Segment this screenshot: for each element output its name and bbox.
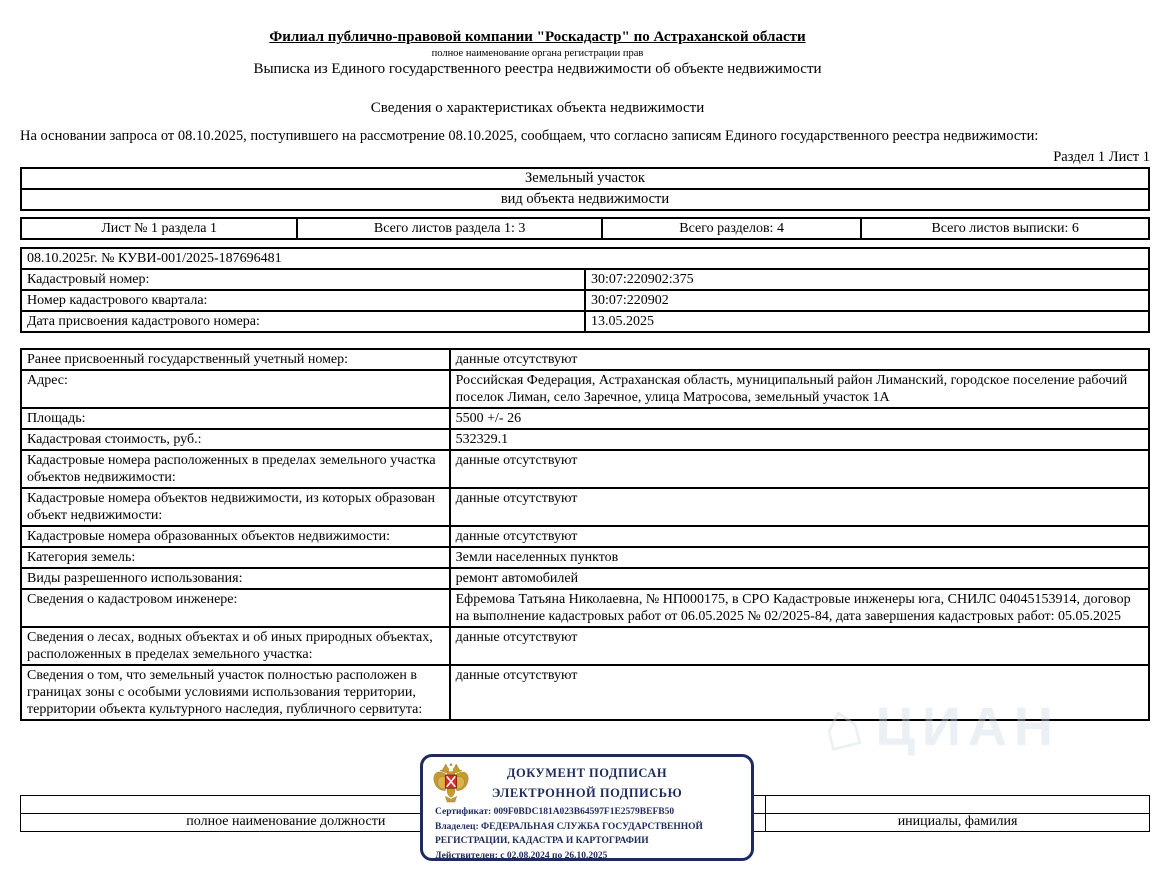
house-icon: ⌂ [813,686,870,767]
row-label: Сведения о лесах, водных объектах и об иных природных объектах, расположенных в пределах земельного участка: [21,627,450,665]
table-row [21,568,1149,589]
row-label: Сведения о кадастровом инженере: [21,589,450,627]
total-sections-cell: Всего разделов: 4 [602,218,861,239]
row-value: данные отсутствуют [450,349,1149,370]
cian-watermark: ⌂ ЦИАН [813,686,1060,767]
row-label: Адрес: [21,370,450,408]
page-marker: Раздел 1 Лист 1 [1053,149,1150,165]
total-sheets-cell: Всего листов выписки: 6 [861,218,1149,239]
stamp-title-line1: ДОКУМЕНТ ПОДПИСАН [506,766,668,780]
stamp-validity: Действителен: с 02.08.2024 по 26.10.2025 [435,850,608,861]
request-line: На основании запроса от 08.10.2025, поступившего на рассмотрение 08.10.2025, сообщаем, что согласно записям Единого государственного реестра недвижимости: [20,128,1039,144]
row-value: Российская Федерация, Астраханская область, муниципальный район Лиманский, городское поселение рабочий поселок Лиман, село Заречное, улица Матросова, земельный участок 1А [450,370,1149,408]
registration-table [20,247,1150,333]
sheet-info-table [20,217,1150,240]
rosreestr-emblem-icon [432,762,470,806]
sheet-number-cell: Лист № 1 раздела 1 [21,218,297,239]
table-row [21,665,1149,720]
row-value: 5500 +/- 26 [450,408,1149,429]
request-date-number: 08.10.2025г. № КУВИ-001/2025-187696481 [21,248,1149,269]
quarter-number: 30:07:220902 [585,290,1149,311]
name-input-cell [766,796,1150,814]
cadastral-number: 30:07:220902:375 [585,269,1149,290]
row-label: Кадастровый номер: [21,269,585,290]
table-row [21,370,1149,408]
row-label: Виды разрешенного использования: [21,568,450,589]
row-label: Ранее присвоенный государственный учетный номер: [21,349,450,370]
row-value: данные отсутствуют [450,526,1149,547]
row-label: Сведения о том, что земельный участок полностью расположен в границах зоны с особыми условиями использования территории, территории объекта культурного наследия, публичного сервитута: [21,665,450,720]
org-name: Филиал публично-правовой компании "Роскадастр" по Астраханской области [269,29,806,45]
stamp-certificate: Сертификат: 009F0BDC181A023B64597F1E2579BEFB50 [435,807,675,817]
row-value: Ефремова Татьяна Николаевна, № НП000175, в СРО Кадастровые инженеры юга, СНИЛС 04045153914, договор на выполнение кадастровых работ от 06.05.2025 № 02/2025-84, дата завершения кадастровых работ: 05.05.2025 [450,589,1149,627]
esign-stamp [420,754,754,861]
section-title: Сведения о характеристиках объекта недвижимости [370,100,705,116]
row-value: данные отсутствуют [450,627,1149,665]
table-row [21,450,1149,488]
org-caption: полное наименование органа регистрации прав [431,48,644,59]
row-value: данные отсутствуют [450,488,1149,526]
table-row [21,547,1149,568]
stamp-owner: Владелец: ФЕДЕРАЛЬНАЯ СЛУЖБА ГОСУДАРСТВЕННОЙ РЕГИСТРАЦИИ, КАДАСТРА И КАРТОГРАФИИ [435,821,703,846]
table-row [21,408,1149,429]
row-label: Кадастровая стоимость, руб.: [21,429,450,450]
row-value: Земли населенных пунктов [450,547,1149,568]
object-type-table [20,167,1150,211]
assignment-date: 13.05.2025 [585,311,1149,332]
document-header [20,28,1055,118]
object-type-caption: вид объекта недвижимости [21,189,1149,210]
section-sheets-cell: Всего листов раздела 1: 3 [297,218,602,239]
stamp-title-line2: ЭЛЕКТРОННОЙ ПОДПИСЬЮ [491,786,683,800]
row-label: Категория земель: [21,547,450,568]
document-title: Выписка из Единого государственного реестра недвижимости об объекте недвижимости [253,61,822,77]
table-row [21,589,1149,627]
name-label: инициалы, фамилия [766,814,1150,832]
table-row [21,488,1149,526]
row-value: 532329.1 [450,429,1149,450]
row-label: Площадь: [21,408,450,429]
row-label: Кадастровые номера расположенных в пределах земельного участка объектов недвижимости: [21,450,450,488]
table-row [21,627,1149,665]
row-label: Кадастровые номера объектов недвижимости, из которых образован объект недвижимости: [21,488,450,526]
row-value: данные отсутствуют [450,450,1149,488]
row-label: Кадастровые номера образованных объектов недвижимости: [21,526,450,547]
position-label: полное наименование должности [21,814,552,832]
table-row [21,429,1149,450]
table-row [21,526,1149,547]
row-label: Номер кадастрового квартала: [21,290,585,311]
details-table [20,348,1150,721]
row-label: Дата присвоения кадастрового номера: [21,311,585,332]
row-value: ремонт автомобилей [450,568,1149,589]
row-value: данные отсутствуют [450,665,1149,720]
table-row [21,349,1149,370]
object-type-value: Земельный участок [21,168,1149,189]
